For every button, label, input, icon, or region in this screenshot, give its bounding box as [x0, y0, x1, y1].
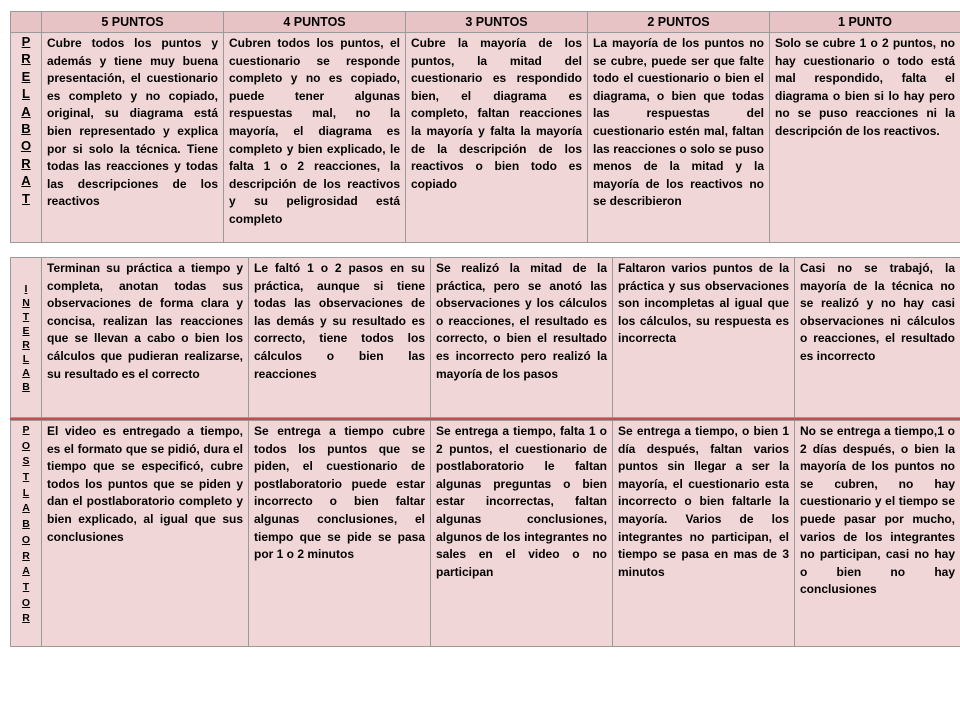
column-header-2: 2 PUNTOS — [588, 12, 770, 33]
row-label-postlaboratorio: P O S T L A B O R A T O R — [11, 421, 42, 647]
cell-prelab-2: La mayoría de los puntos no se cubre, puede ser que falte todo el cuestionario o bien el diagrama, o bien que todas las respuestas del cuestionario estén mal, faltan las reacciones o solo se puso menos de la mitad y la mayoría de los reactivos no se describieron — [588, 33, 770, 243]
cell-prelab-1: Solo se cubre 1 o 2 puntos, no hay cuestionario o todo está mal respondido, falta el diagrama o bien si lo hay pero no se puso reacciones ni la descripción de los reactivos. — [770, 33, 960, 243]
column-header-4: 4 PUNTOS — [224, 12, 406, 33]
header-row — [11, 12, 960, 33]
header-corner — [11, 12, 42, 33]
cell-postlab-2: Se entrega a tiempo, o bien 1 día después, faltan varios puntos sin llegar a ser la mayoría, el cuestionario esta incorrecto o bien faltarle la mayoría. Varios de los integrantes no participan, el tiempo se pasa en mas de 3 minutos — [613, 421, 795, 647]
cell-postlab-1: No se entrega a tiempo,1 o 2 días después, o bien la mayoría de los puntos no se cubren, no hay cuestionario y el tiempo se puede pasar por mucho, varios de los integrantes no participan, casi no hay o bien no hay conclusiones — [795, 421, 960, 647]
row-interlab — [11, 258, 960, 418]
cell-prelab-4: Cubren todos los puntos, el cuestionario se responde completo y no es copiado, puede tener algunas respuestas mal, no la mayoría, el diagrama es completo y bien explicado, le falta 1 o 2 reacciones, la descripción de los reactivos y su peligrosidad está completo — [224, 33, 406, 243]
row-prelaboratorio — [11, 33, 960, 243]
cell-interlab-3: Se realizó la mitad de la práctica, pero se anotó las observaciones y los cálculos o reacciones, el resultado es correcto, o bien el resultado es incorrecto pero realizó la mayoría de los pasos — [431, 258, 613, 418]
cell-postlab-3: Se entrega a tiempo, falta 1 o 2 puntos, el cuestionario de postlaboratorio le faltan algunas preguntas o bien estar incorrectas, faltan algunas conclusiones, algunos de los integrantes no sales en el video o no participan — [431, 421, 613, 647]
row-postlaboratorio — [11, 421, 960, 647]
rubric-table-interlab — [10, 257, 960, 418]
rubric-table-postlab — [10, 420, 960, 647]
cell-interlab-2: Faltaron varios puntos de la práctica y sus observaciones son incompletas al igual que los cálculos, su respuesta es incorrecta — [613, 258, 795, 418]
cell-interlab-4: Le faltó 1 o 2 pasos en su práctica, aunque si tiene todas las observaciones de las demás y su resultado es correcto, tiene todos los cálculos o bien las reacciones — [249, 258, 431, 418]
cell-postlab-5: El video es entregado a tiempo, es el formato que se pidió, dura el tiempo que se especificó, cubre todos los puntos que se piden y dan el postlaboratorio completo y bien explicado, al igual que sus conclusiones — [42, 421, 249, 647]
rubric-table-prelab — [10, 11, 960, 243]
row-label-interlab: I N T E R L A B — [11, 258, 42, 418]
cell-interlab-5: Terminan su práctica a tiempo y completa, anotan todas sus observaciones de forma clara y concisa, realizan las reacciones que se llevan a cabo o bien los cálculos que pudieran realizarse, su resultado es el correcto — [42, 258, 249, 418]
column-header-3: 3 PUNTOS — [406, 12, 588, 33]
row-label-prelaboratorio: P R E L A B O R A T — [11, 33, 42, 243]
cell-postlab-4: Se entrega a tiempo cubre todos los puntos que se piden, el cuestionario de postlaboratorio puede estar incorrecto o bien faltar algunas conclusiones, el tiempo que se pide se pasa por 1 o 2 minutos — [249, 421, 431, 647]
column-header-5: 5 PUNTOS — [42, 12, 224, 33]
cell-interlab-1: Casi no se trabajó, la mayoría de la técnica no se realizó y no hay casi observaciones ni cálculos o reacciones, el resultado es incorrecto — [795, 258, 960, 418]
cell-prelab-3: Cubre la mayoría de los puntos, la mitad del cuestionario es respondido bien, el diagrama es completo, faltan reacciones la mayoría y falta la mayoría de la descripción de los reactivos o bien todo es copiado — [406, 33, 588, 243]
column-header-1: 1 PUNTO — [770, 12, 960, 33]
cell-prelab-5: Cubre todos los puntos y además y tiene muy buena presentación, el cuestionario es completo y no copiado, original, su diagrama está bien representado y explica por si solo la técnica. Tiene todas las reacciones y todas las descripciones de los reactivos — [42, 33, 224, 243]
